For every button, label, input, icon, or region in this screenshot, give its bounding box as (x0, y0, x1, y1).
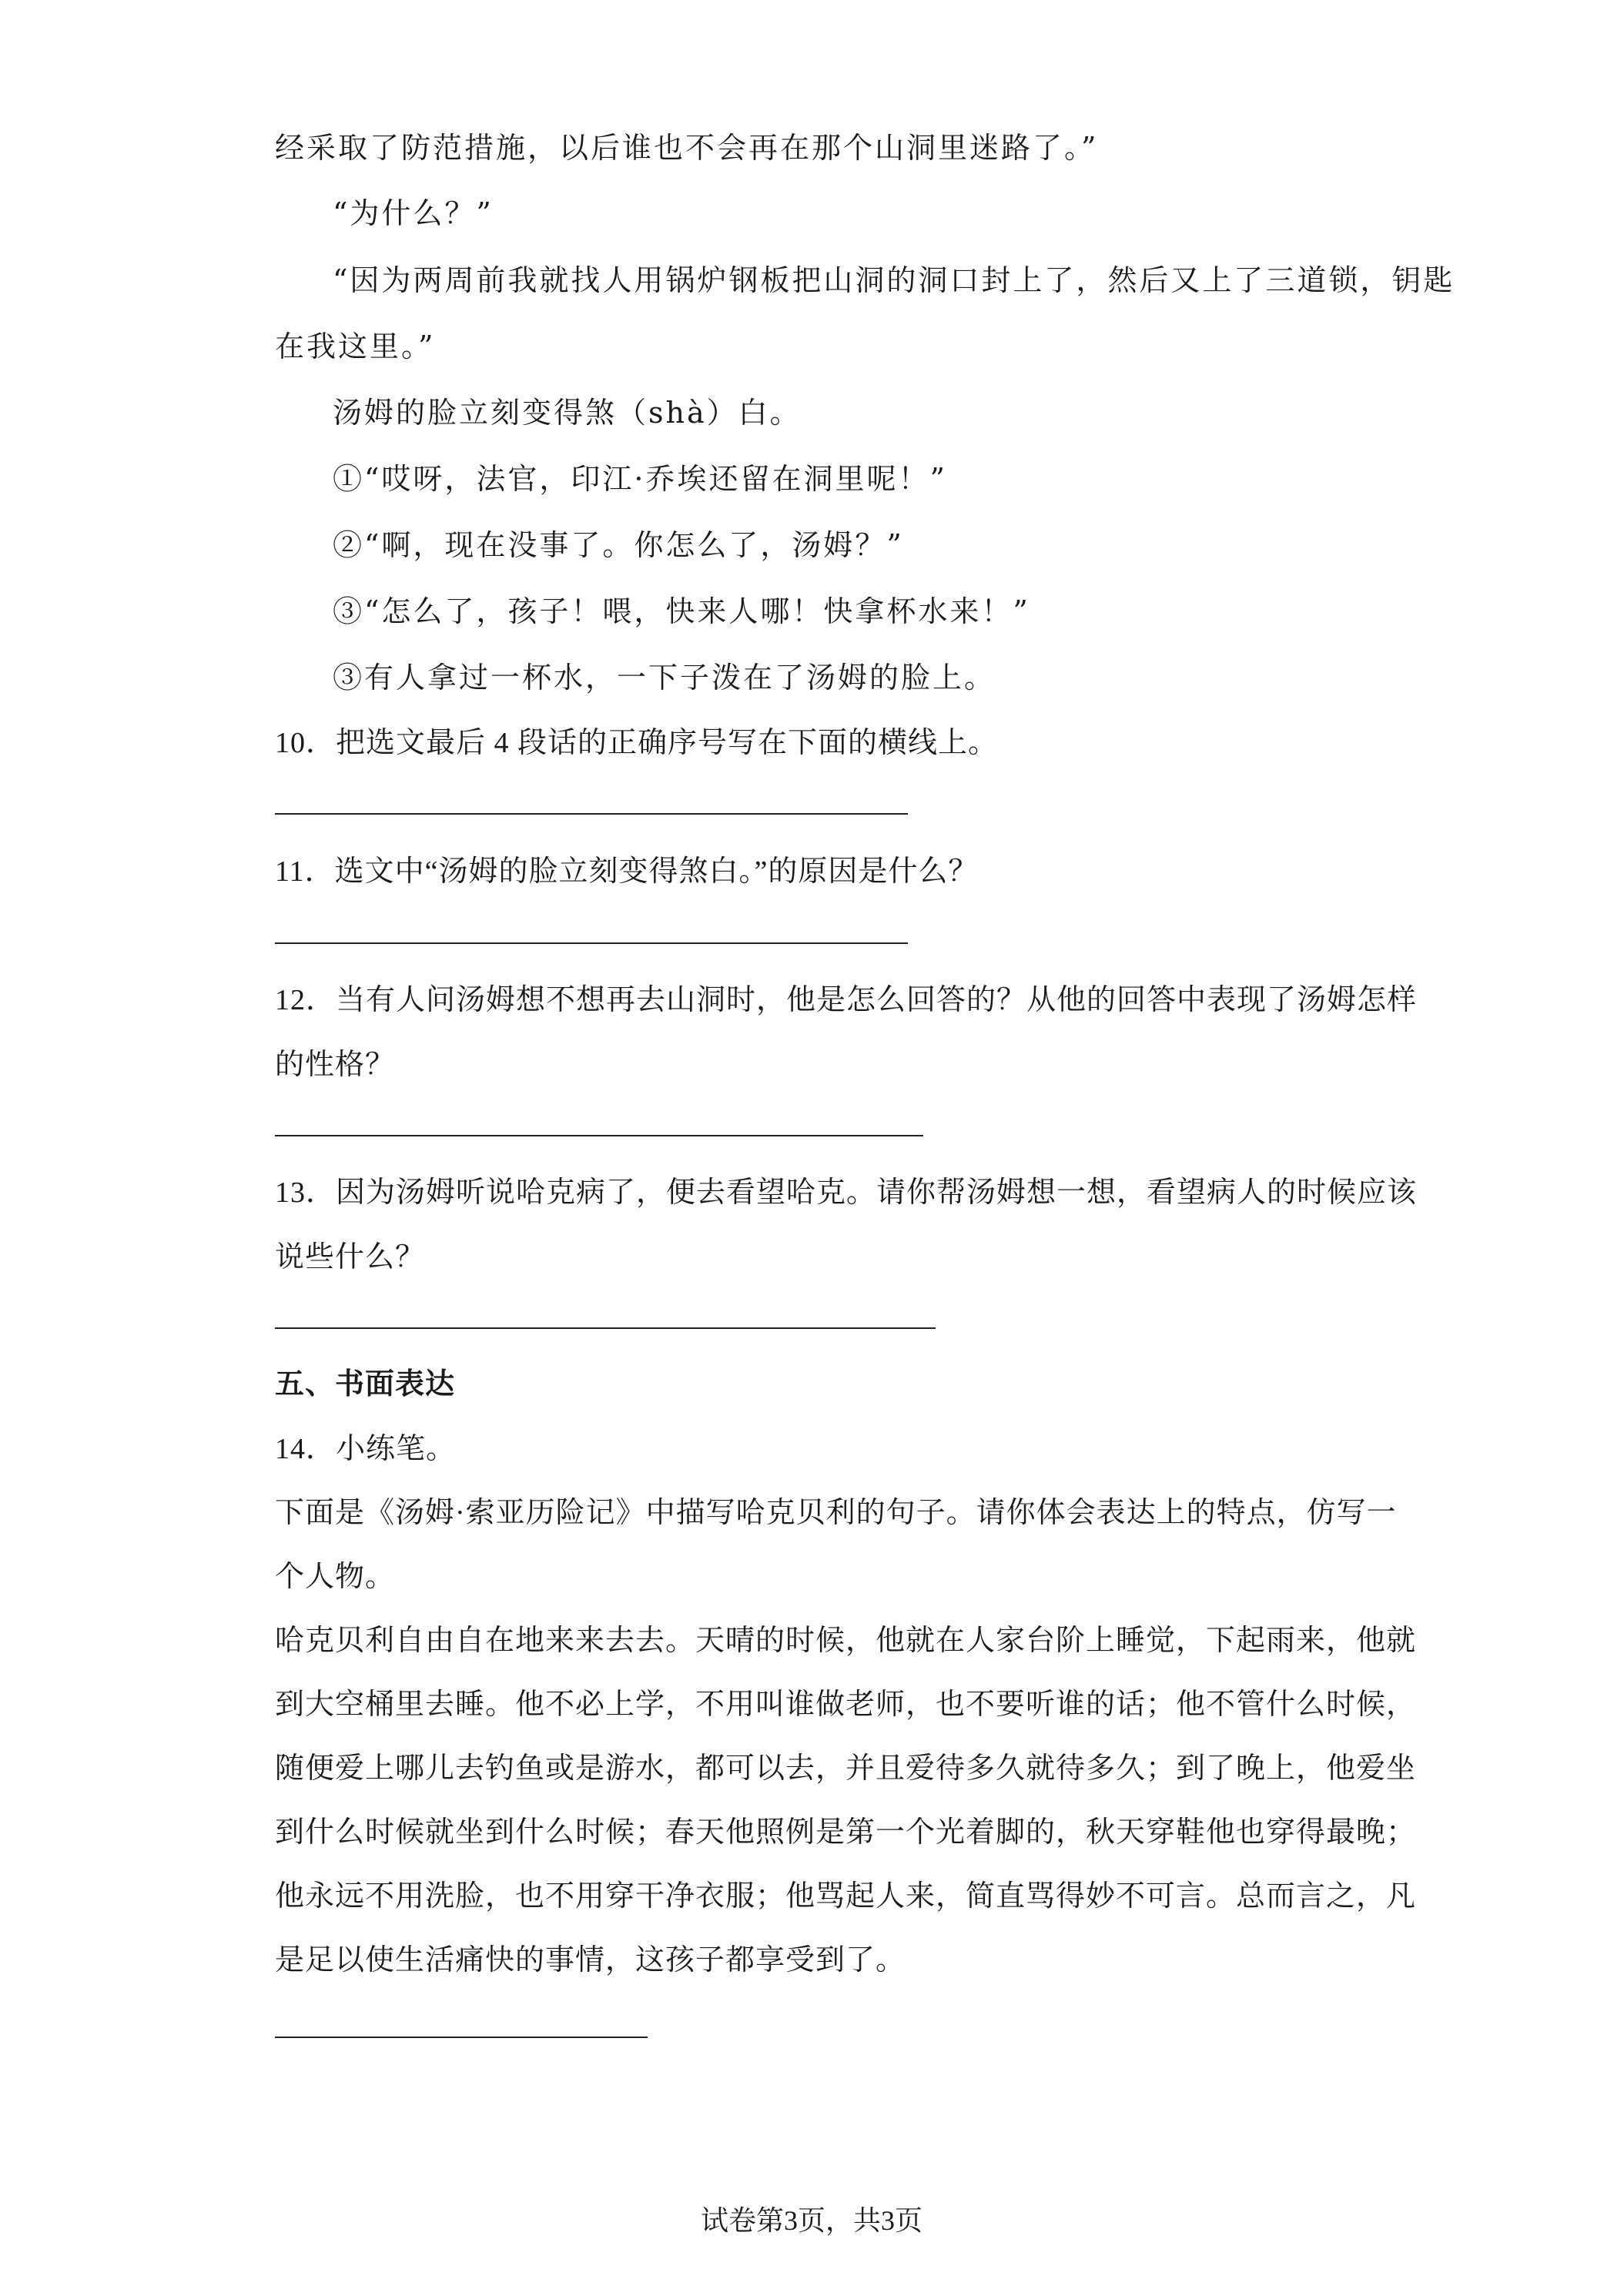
answer-line[interactable] (275, 1135, 923, 1136)
question-14: 14．小练笔。 (275, 1433, 457, 1465)
answer-line[interactable] (275, 813, 908, 815)
question-13: 13．因为汤姆听说哈克病了，便去看望哈克。请你帮汤姆想一想，看望病人的时候应该 (275, 1176, 1418, 1209)
story-line: “因为两周前我就找人用锅炉钢板把山洞的洞口封上了，然后又上了三道锁，钥匙 (333, 263, 1455, 297)
section-heading: 五、书面表达 (275, 1368, 456, 1401)
story-line: ③有人拿过一杯水，一下子泼在了汤姆的脸上。 (333, 661, 996, 694)
passage-line: 随便爱上哪儿去钓鱼或是游水，都可以去，并且爱待多久就待多久；到了晚上，他爱坐 (275, 1752, 1417, 1785)
story-line: 汤姆的脸立刻变得煞（shà）白。 (333, 396, 802, 430)
story-line: “为什么？” (333, 196, 494, 230)
story-line: 经采取了防范措施，以后谁也不会再在那个山洞里迷路了。” (275, 131, 1099, 165)
answer-line[interactable] (275, 942, 908, 944)
answer-line[interactable] (275, 1327, 936, 1329)
story-line: ①“哎呀，法官，印江·乔埃还留在洞里呢！” (333, 462, 947, 496)
passage-line: 是足以使生活痛快的事情，这孩子都享受到了。 (275, 1944, 906, 1976)
question-12-continued: 的性格？ (275, 1049, 396, 1081)
passage-line: 他永远不用洗脸，也不用穿干净衣服；他骂起人来，简直骂得妙不可言。总而言之，凡 (275, 1880, 1417, 1913)
question-11: 11．选文中“汤姆的脸立刻变得煞白。”的原因是什么？ (275, 855, 979, 888)
question-13-continued: 说些什么？ (275, 1241, 426, 1274)
story-line: ②“啊，现在没事了。你怎么了，汤姆？” (333, 528, 904, 562)
passage-line: 到大空桶里去睡。他不必上学，不用叫谁做老师，也不要听谁的话；他不管什么时候， (275, 1689, 1417, 1721)
passage-line: 到什么时候就坐到什么时候；春天他照例是第一个光着脚的，秋天穿鞋他也穿得最晚； (275, 1816, 1417, 1849)
answer-line[interactable] (275, 2037, 648, 2038)
story-line: 在我这里。” (275, 330, 436, 363)
story-line: ③“怎么了，孩子！喂，快来人哪！快拿杯水来！” (333, 594, 1030, 628)
page-number: 试卷第3页，共3页 (701, 2205, 923, 2236)
writing-prompt-continued: 个人物。 (275, 1561, 396, 1593)
passage-line: 哈克贝利自由自在地来来去去。天晴的时候，他就在人家台阶上睡觉，下起雨来，他就 (275, 1625, 1417, 1657)
question-10: 10．把选文最后 4 段话的正确序号写在下面的横线上。 (275, 727, 999, 759)
question-12: 12．当有人问汤姆想不想再去山洞时，他是怎么回答的？从他的回答中表现了汤姆怎样 (275, 984, 1418, 1016)
writing-prompt: 下面是《汤姆·索亚历险记》中描写哈克贝利的句子。请你体会表达上的特点，仿写一 (275, 1497, 1397, 1529)
